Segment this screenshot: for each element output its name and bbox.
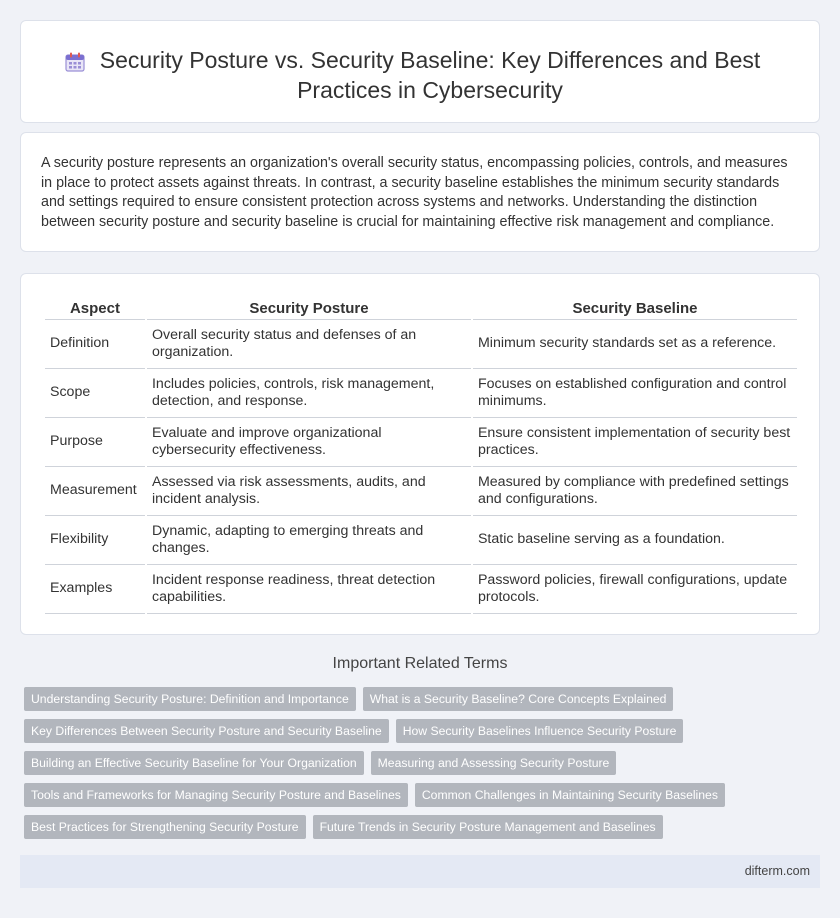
table-cell-posture: Incident response readiness, threat detection capabilities.	[147, 565, 471, 614]
related-term-link[interactable]: What is a Security Baseline? Core Concepts Explained	[363, 687, 674, 711]
table-cell-aspect: Examples	[45, 565, 145, 614]
column-header-security-posture: Security Posture	[147, 294, 471, 320]
page-title-line-1: Security Posture vs. Security Baseline: Key Differences and Best	[99, 47, 761, 73]
comparison-table	[43, 294, 799, 614]
related-term-link[interactable]: Common Challenges in Maintaining Security Baselines	[415, 783, 725, 807]
related-terms-heading: Important Related Terms	[332, 655, 508, 672]
related-terms-list	[24, 687, 820, 847]
tag-row	[24, 719, 820, 743]
related-term-link[interactable]: Best Practices for Strengthening Security Posture	[24, 815, 306, 839]
table-row	[45, 516, 797, 565]
table-row	[45, 565, 797, 614]
page-title	[61, 45, 799, 105]
related-term-link[interactable]: Measuring and Assessing Security Posture	[371, 751, 617, 775]
related-term-link[interactable]: Tools and Frameworks for Managing Security Posture and Baselines	[24, 783, 408, 807]
table-cell-aspect: Flexibility	[45, 516, 145, 565]
table-cell-posture: Dynamic, adapting to emerging threats and changes.	[147, 516, 471, 565]
table-cell-posture: Assessed via risk assessments, audits, and incident analysis.	[147, 467, 471, 516]
table-cell-baseline: Ensure consistent implementation of security best practices.	[473, 418, 797, 467]
table-cell-baseline: Static baseline serving as a foundation.	[473, 516, 797, 565]
table-cell-baseline: Minimum security standards set as a reference.	[473, 320, 797, 369]
footer	[20, 855, 820, 888]
table-cell-baseline: Password policies, firewall configurations, update protocols.	[473, 565, 797, 614]
table-cell-posture: Overall security status and defenses of an organization.	[147, 320, 471, 369]
table-cell-posture: Includes policies, controls, risk management, detection, and response.	[147, 369, 471, 418]
related-term-link[interactable]: Key Differences Between Security Posture and Security Baseline	[24, 719, 389, 743]
related-term-link[interactable]: How Security Baselines Influence Security Posture	[396, 719, 684, 743]
header-card	[20, 20, 820, 123]
tag-row	[24, 783, 820, 807]
table-cell-baseline: Measured by compliance with predefined settings and configurations.	[473, 467, 797, 516]
related-term-link[interactable]: Future Trends in Security Posture Management and Baselines	[313, 815, 663, 839]
table-cell-posture: Evaluate and improve organizational cybersecurity effectiveness.	[147, 418, 471, 467]
table-header-row	[45, 294, 797, 320]
site-link[interactable]: difterm.com	[744, 864, 810, 878]
column-header-aspect: Aspect	[45, 294, 145, 320]
table-cell-aspect: Scope	[45, 369, 145, 418]
tag-row	[24, 751, 820, 775]
table-row	[45, 369, 797, 418]
column-header-security-baseline: Security Baseline	[473, 294, 797, 320]
tag-row	[24, 687, 820, 711]
table-cell-aspect: Measurement	[45, 467, 145, 516]
intro-paragraph: A security posture represents an organization's overall security status, encompassing policies, controls, and measures in place to protect assets against threats. In contrast, a security baseline establishes the minimum security standards and settings required to ensure consistent protection across systems and networks. Understanding the distinction between security posture and security baseline is crucial for maintaining effective risk management and compliance.	[41, 155, 788, 230]
comparison-table-card	[20, 273, 820, 635]
related-term-link[interactable]: Building an Effective Security Baseline for Your Organization	[24, 751, 364, 775]
table-row	[45, 418, 797, 467]
tag-row	[24, 815, 820, 839]
intro-card	[20, 132, 820, 252]
table-cell-aspect: Purpose	[45, 418, 145, 467]
page-title-line-2: Practices in Cybersecurity	[297, 77, 563, 103]
table-row	[45, 320, 797, 369]
table-cell-baseline: Focuses on established configuration and control minimums.	[473, 369, 797, 418]
table-row	[45, 467, 797, 516]
related-term-link[interactable]: Understanding Security Posture: Definition and Importance	[24, 687, 356, 711]
table-cell-aspect: Definition	[45, 320, 145, 369]
